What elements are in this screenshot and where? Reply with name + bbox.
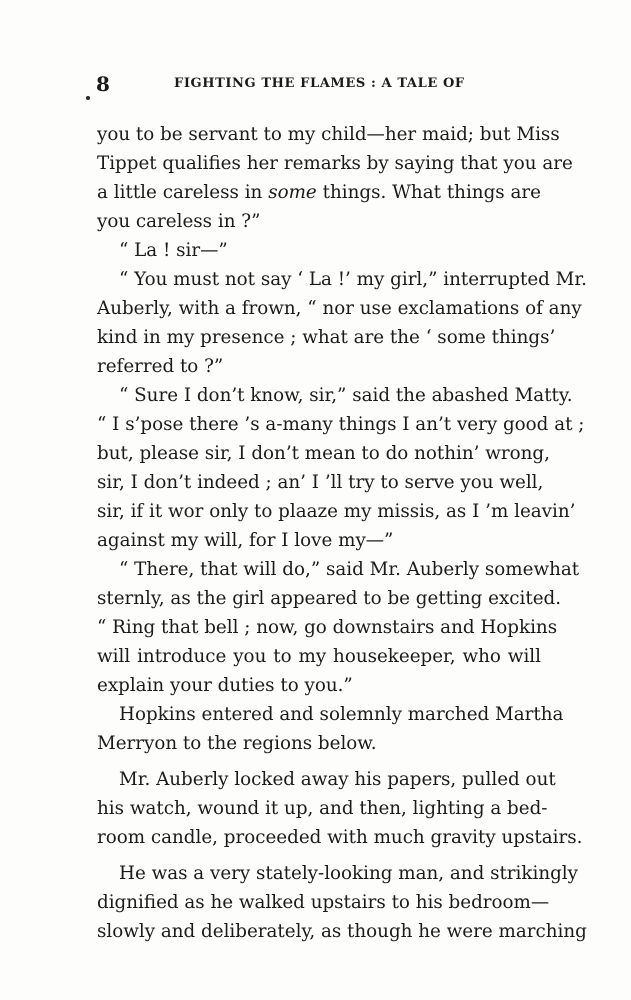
- text-line: explain your duties to you.”: [97, 675, 353, 696]
- text-line: Merryon to the regions below.: [97, 733, 377, 754]
- text-line: Mr. Auberly locked away his papers, pulled out: [119, 769, 556, 790]
- body-text: [97, 120, 587, 946]
- text-line: against my will, for I love my—”: [97, 530, 394, 551]
- text-line: “ La ! sir—”: [119, 240, 228, 261]
- text-line: “ Ring that bell ; now, go downstairs and Hopkins: [97, 617, 558, 638]
- text-line: “ You must not say ‘ La !’ my girl,” interrupted Mr.: [119, 269, 587, 290]
- text-line: you to be servant to my child—her maid; but Miss: [97, 124, 560, 145]
- page-header: [96, 72, 546, 98]
- page-number: 8: [96, 72, 110, 96]
- emphasized-word: some: [268, 182, 317, 203]
- text-line: “ There, that will do,” said Mr. Auberly somewhat: [119, 559, 580, 580]
- text-line: Tippet qualifies her remarks by saying that you are: [97, 153, 573, 174]
- text-line: but, please sir, I don’t mean to do nothin’ wrong,: [97, 443, 550, 464]
- text-line: dignified as he walked upstairs to his bedroom—: [97, 892, 550, 913]
- running-title: FIGHTING THE FLAMES : A TALE OF: [174, 76, 465, 91]
- text-line: sir, I don’t indeed ; an’ I ’ll try to serve you well,: [97, 472, 544, 493]
- text-line: sir, if it wor only to plaaze my missis, as I ’m leavin’: [97, 501, 576, 522]
- text-line: room candle, proceeded with much gravity upstairs.: [97, 827, 583, 848]
- text-line: you careless in ?”: [97, 211, 261, 232]
- text-line: slowly and deliberately, as though he were marching: [97, 921, 587, 942]
- text-line: He was a very stately-looking man, and strikingly: [119, 863, 578, 884]
- ink-speck: [86, 96, 90, 100]
- text-line: Hopkins entered and solemnly marched Martha: [119, 704, 564, 725]
- text-line: “ I s’pose there ’s a-many things I an’t very good at ;: [97, 414, 585, 435]
- text-line: sternly, as the girl appeared to be getting excited.: [97, 588, 562, 609]
- text-line: Auberly, with a frown, “ nor use exclamations of any: [97, 298, 582, 319]
- text-line: “ Sure I don’t know, sir,” said the abashed Matty.: [119, 385, 573, 406]
- text-line: kind in my presence ; what are the ‘ some things’: [97, 327, 556, 348]
- text-line: a little careless in some things. What things are: [97, 182, 541, 203]
- text-line: will introduce you to my housekeeper, who will: [97, 646, 541, 667]
- text-line: his watch, wound it up, and then, lighting a bed-: [97, 798, 548, 819]
- text-line: referred to ?”: [97, 356, 224, 377]
